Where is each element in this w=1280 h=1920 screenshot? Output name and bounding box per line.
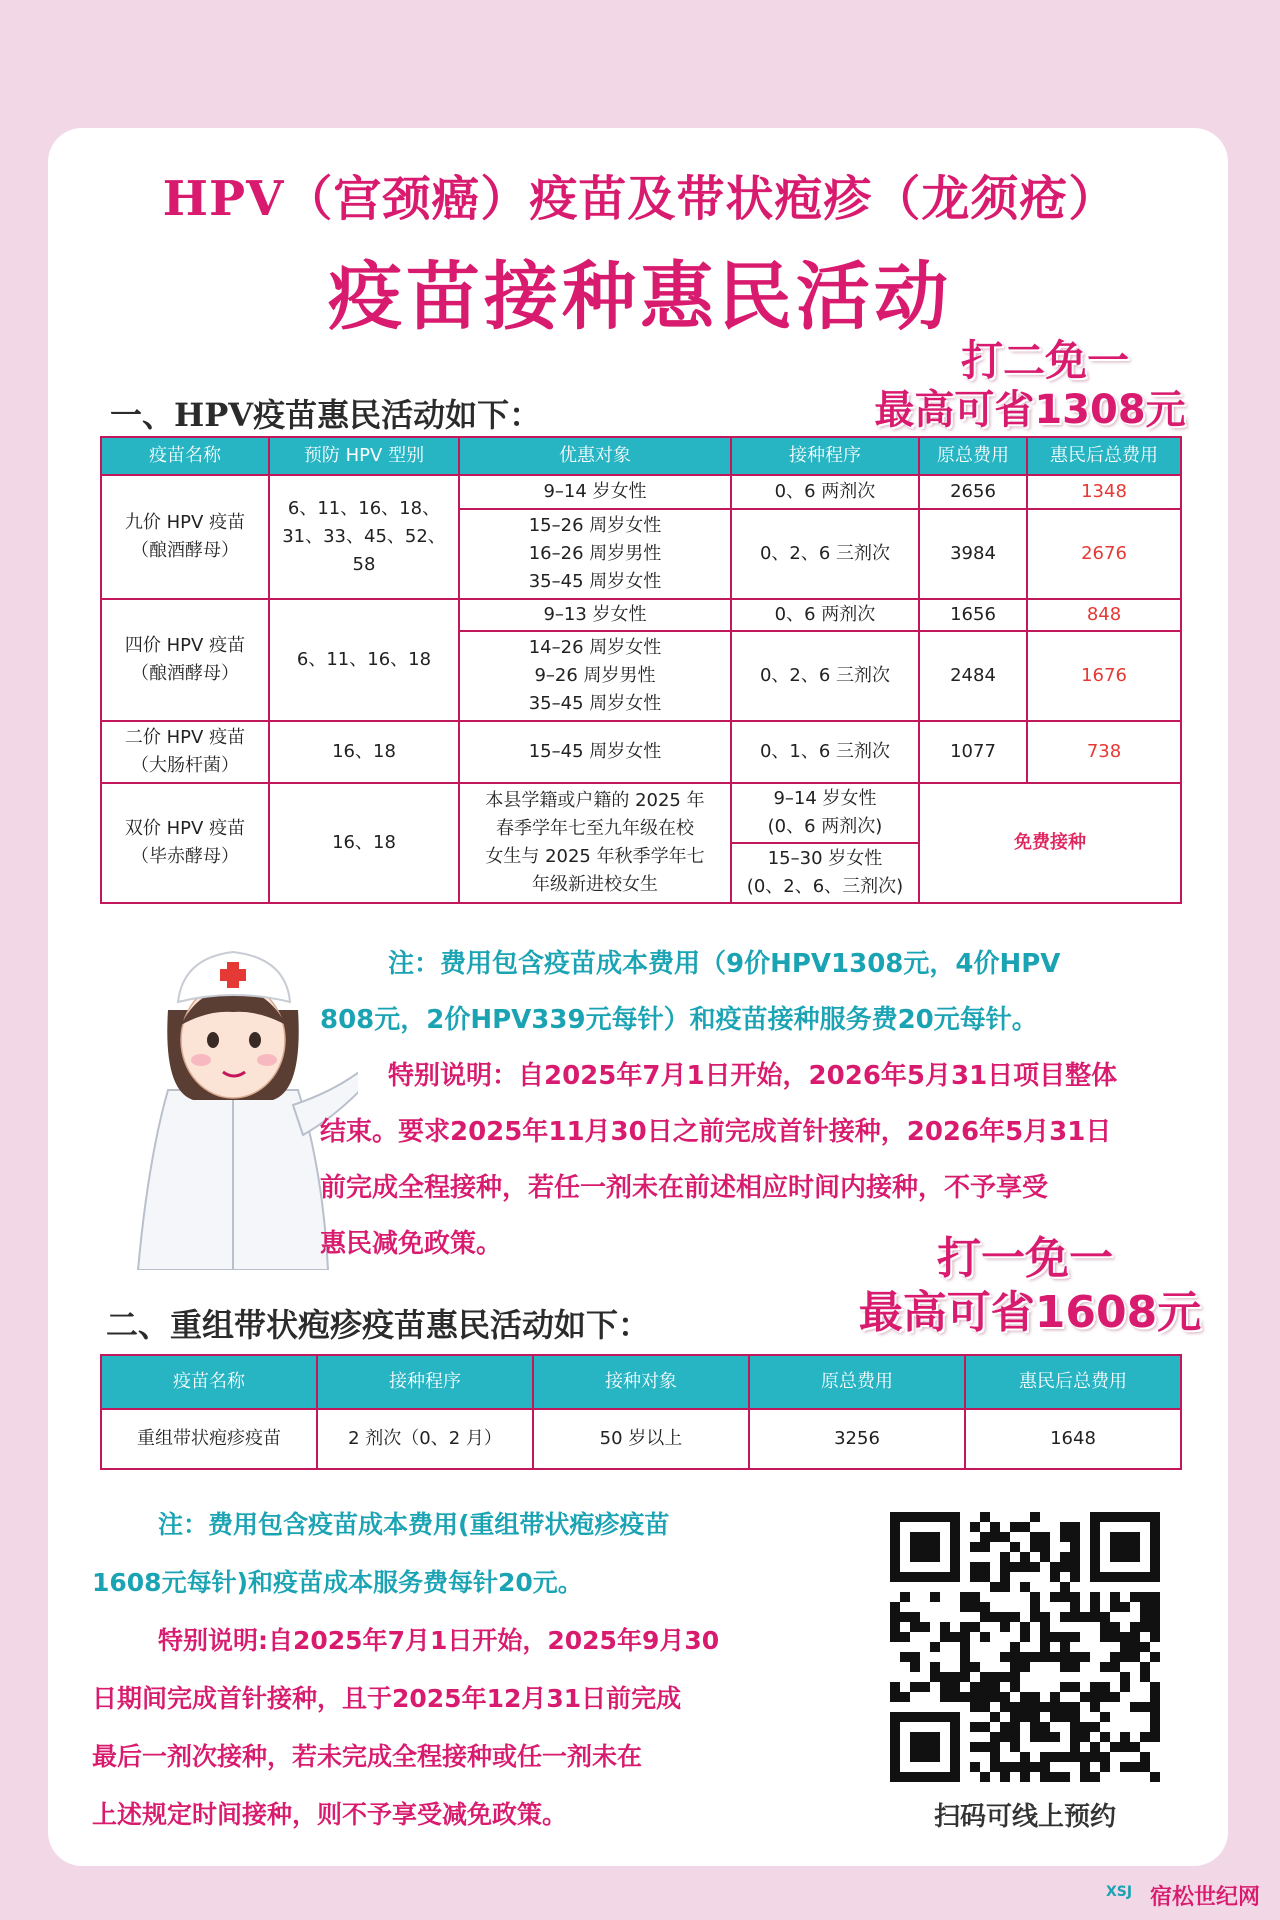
- vaccine-name-cell: 四价 HPV 疫苗 （酿酒酵母）: [101, 599, 269, 721]
- original-cost-cell: 2484: [919, 631, 1027, 721]
- target-cell: 14–26 周岁女性 9–26 周岁男性 35–45 周岁女性: [459, 631, 731, 721]
- target-cell: 9–14 岁女性: [459, 475, 731, 509]
- header-cell: 疫苗名称: [101, 437, 269, 475]
- final-cost-cell: 1348: [1027, 475, 1181, 509]
- header-cell: 优惠对象: [459, 437, 731, 475]
- final-cost-cell: 848: [1027, 599, 1181, 631]
- schedule-cell: 0、2、6 三剂次: [731, 509, 919, 599]
- target-cell: 15–45 周岁女性: [459, 721, 731, 783]
- header-cell: 预防 HPV 型别: [269, 437, 459, 475]
- hpv-note: 注：费用包含疫苗成本费用（9价HPV1308元，4价HPV 808元，2价HPV339元每针）和疫苗接种服务费20元每针。 特别说明：自2025年7月1日开始，2026年5月31日项目整体 结束。要求2025年11月30日之前完成首针接种，2026年5月31日 前完成全程接种，若任一剂未在前述相应时间内接种，不予享受 惠民减免政策。: [320, 949, 1118, 1259]
- target-cell: 9–13 岁女性: [459, 599, 731, 631]
- table-cell: 50 岁以上: [533, 1409, 749, 1469]
- section2-title: 二、重组带状疱疹疫苗惠民活动如下：: [106, 1306, 651, 1344]
- header-cell: 接种对象: [533, 1355, 749, 1409]
- vaccine-name-cell: 二价 HPV 疫苗 （大肠杆菌）: [101, 721, 269, 783]
- hpv-types-cell: 16、18: [269, 783, 459, 903]
- hpv-types-cell: 6、11、16、18: [269, 599, 459, 721]
- original-cost-cell: 3984: [919, 509, 1027, 599]
- original-cost-cell: 1077: [919, 721, 1027, 783]
- table-row: [101, 1409, 1181, 1469]
- promo2-line1: 打一免一: [937, 1233, 1113, 1284]
- table-cell: 重组带状疱疹疫苗: [101, 1409, 317, 1469]
- schedule-cell: 15–30 岁女性 (0、2、6、三剂次): [731, 843, 919, 903]
- header-cell: 原总费用: [919, 437, 1027, 475]
- header-cell: 原总费用: [749, 1355, 965, 1409]
- original-cost-cell: 2656: [919, 475, 1027, 509]
- watermark-logo: XSJ: [1106, 1884, 1133, 1900]
- schedule-cell: 0、1、6 三剂次: [731, 721, 919, 783]
- header-cell: 惠民后总费用: [1027, 437, 1181, 475]
- header-cell: 惠民后总费用: [965, 1355, 1181, 1409]
- hpv-types-cell: 16、18: [269, 721, 459, 783]
- promo2-line2: 最高可省1608元: [858, 1287, 1202, 1338]
- schedule-cell: 0、2、6 三剂次: [731, 631, 919, 721]
- table-row: [101, 599, 1181, 631]
- header-cell: 疫苗名称: [101, 1355, 317, 1409]
- promo1-line2: 最高可省1308元: [874, 387, 1186, 433]
- table-cell: 1648: [965, 1409, 1181, 1469]
- section1-title: 一、HPV疫苗惠民活动如下：: [110, 396, 542, 434]
- table-row: [101, 475, 1181, 509]
- zoster-table: [100, 1354, 1182, 1470]
- final-cost-cell: 738: [1027, 721, 1181, 783]
- table-cell: 2 剂次（0、2 月）: [317, 1409, 533, 1469]
- schedule-cell: 0、6 两剂次: [731, 599, 919, 631]
- target-cell: 本县学籍或户籍的 2025 年 春季学年七至九年级在校 女生与 2025 年秋季学年七 年级新进校女生: [459, 783, 731, 903]
- qr-caption: 扫码可线上预约: [933, 1802, 1116, 1832]
- table-row: [101, 721, 1181, 783]
- target-cell: 15–26 周岁女性 16–26 周岁男性 35–45 周岁女性: [459, 509, 731, 599]
- title-line2: 疫苗接种惠民活动: [328, 254, 952, 340]
- hpv-types-cell: 6、11、16、18、 31、33、45、52、 58: [269, 475, 459, 599]
- free-vaccination-cell: 免费接种: [919, 783, 1181, 903]
- original-cost-cell: 1656: [919, 599, 1027, 631]
- schedule-cell: 9–14 岁女性 (0、6 两剂次): [731, 783, 919, 843]
- header-cell: 接种程序: [317, 1355, 533, 1409]
- hpv-table-header: [101, 437, 1181, 475]
- title-line1: HPV（宫颈癌）疫苗及带状疱疹（龙须疮）: [162, 171, 1118, 227]
- zoster-table-header: [101, 1355, 1181, 1409]
- final-cost-cell: 2676: [1027, 509, 1181, 599]
- qr-code[interactable]: [890, 1512, 1160, 1782]
- table-row: [101, 783, 1181, 843]
- vaccine-name-cell: 双价 HPV 疫苗 （毕赤酵母）: [101, 783, 269, 903]
- promo1-line1: 打二免一: [960, 336, 1129, 385]
- header-cell: 接种程序: [731, 437, 919, 475]
- zoster-note: 注：费用包含疫苗成本费用(重组带状疱疹疫苗 1608元每针)和疫苗成本服务费每针20元。 特别说明:自2025年7月1日开始，2025年9月30 日期间完成首针接种，且于2025年12月31日前完成 最后一剂次接种，若未完成全程接种或任一剂未在 上述规定时间接种，则不予享受减免政策。: [92, 1510, 720, 1829]
- hpv-table: [100, 436, 1182, 904]
- vaccine-name-cell: 九价 HPV 疫苗 （酿酒酵母）: [101, 475, 269, 599]
- table-cell: 3256: [749, 1409, 965, 1469]
- schedule-cell: 0、6 两剂次: [731, 475, 919, 509]
- watermark-text: 宿松世纪网: [1150, 1885, 1261, 1910]
- final-cost-cell: 1676: [1027, 631, 1181, 721]
